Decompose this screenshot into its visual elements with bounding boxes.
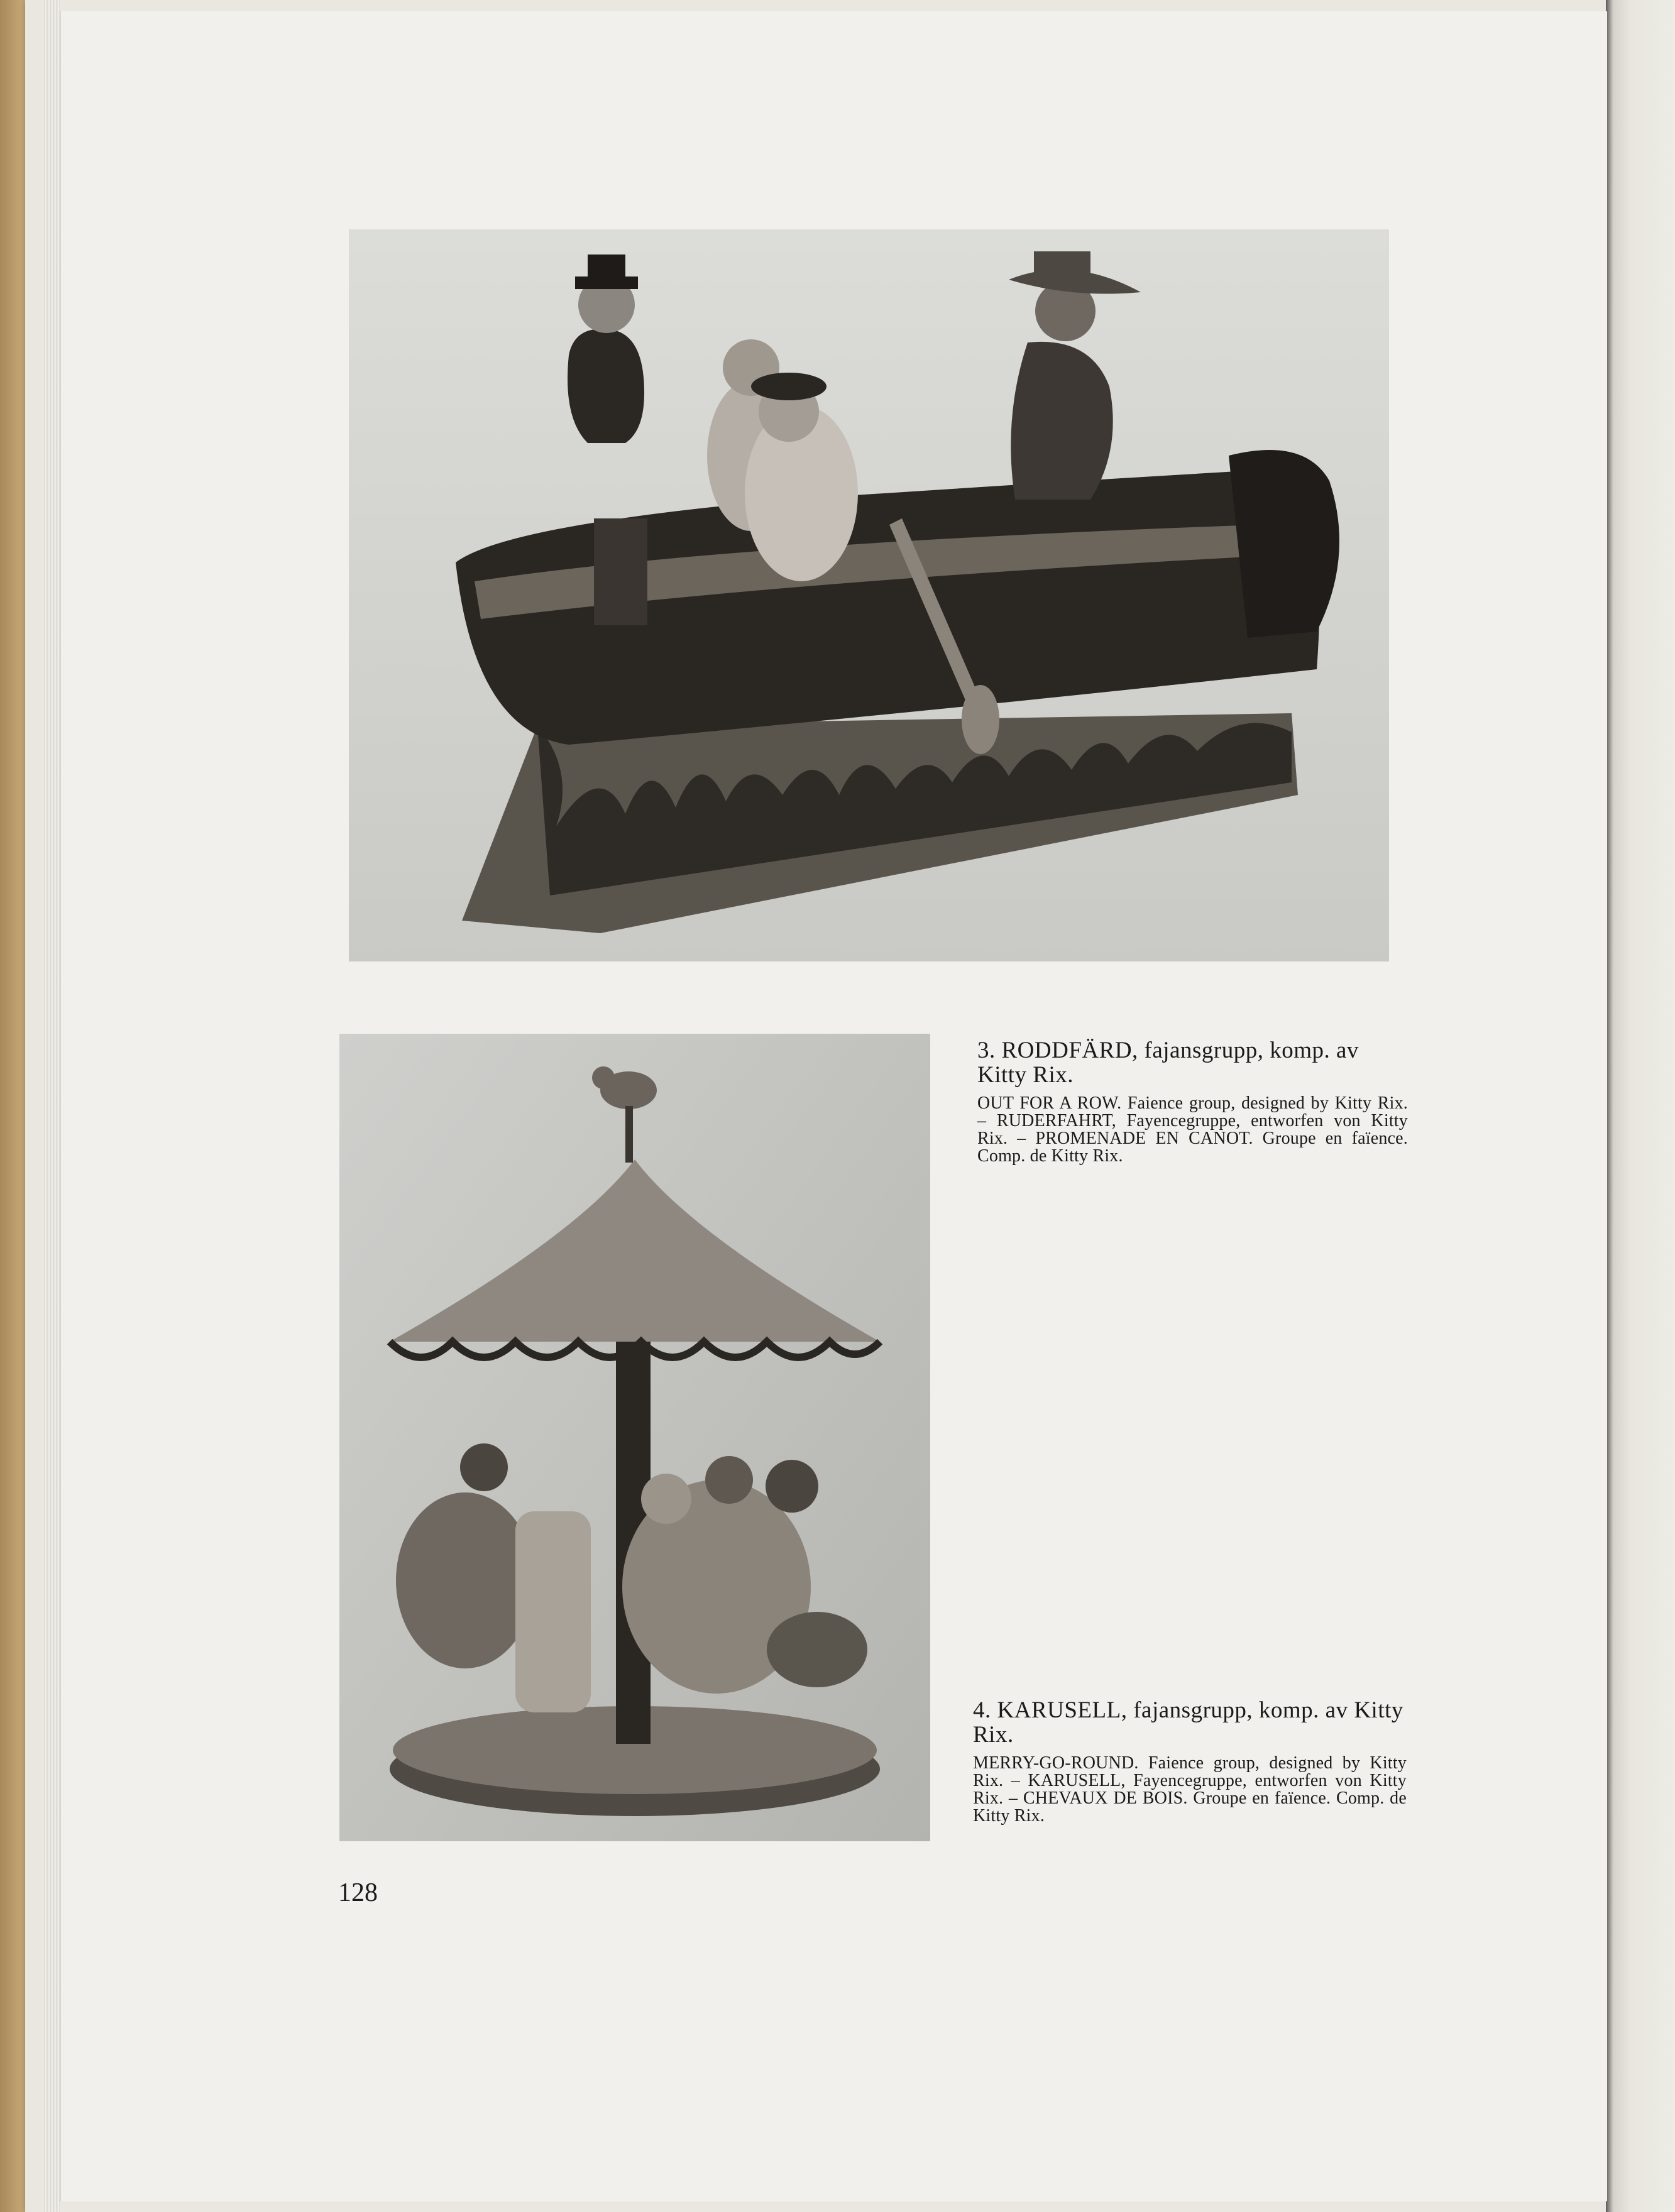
caption-title: 4. KARUSELL, fajansgrupp, komp. av Kitty Rix. — [973, 1697, 1403, 1748]
caption-title: 3. RODDFÄRD, fajansgrupp, komp. av Kitty Rix. — [977, 1038, 1359, 1088]
carousel-photo — [339, 1034, 930, 1841]
page-number: 128 — [338, 1878, 378, 1907]
next-page-edge — [1606, 0, 1675, 2212]
rowing-boat-photo — [349, 229, 1389, 961]
caption-karusell — [973, 1698, 1407, 1825]
caption-body: OUT FOR A ROW. Faience group, designed by Kitty Rix. – RUDERFAHRT, Fayencegruppe, entworfen von Kitty Rix. – PROMENADE EN CANOT. Groupe en faïence. Comp. de Kitty Rix. — [977, 1093, 1408, 1166]
caption-body: MERRY-GO-ROUND. Faience group, designed by Kitty Rix. – KARUSELL, Fayencegruppe, entworfen von Kitty Rix. – CHEVAUX DE BOIS. Groupe en faïence. Comp. de Kitty Rix. — [973, 1753, 1407, 1826]
caption-roddfard — [977, 1038, 1408, 1165]
page-edges — [44, 0, 60, 2212]
